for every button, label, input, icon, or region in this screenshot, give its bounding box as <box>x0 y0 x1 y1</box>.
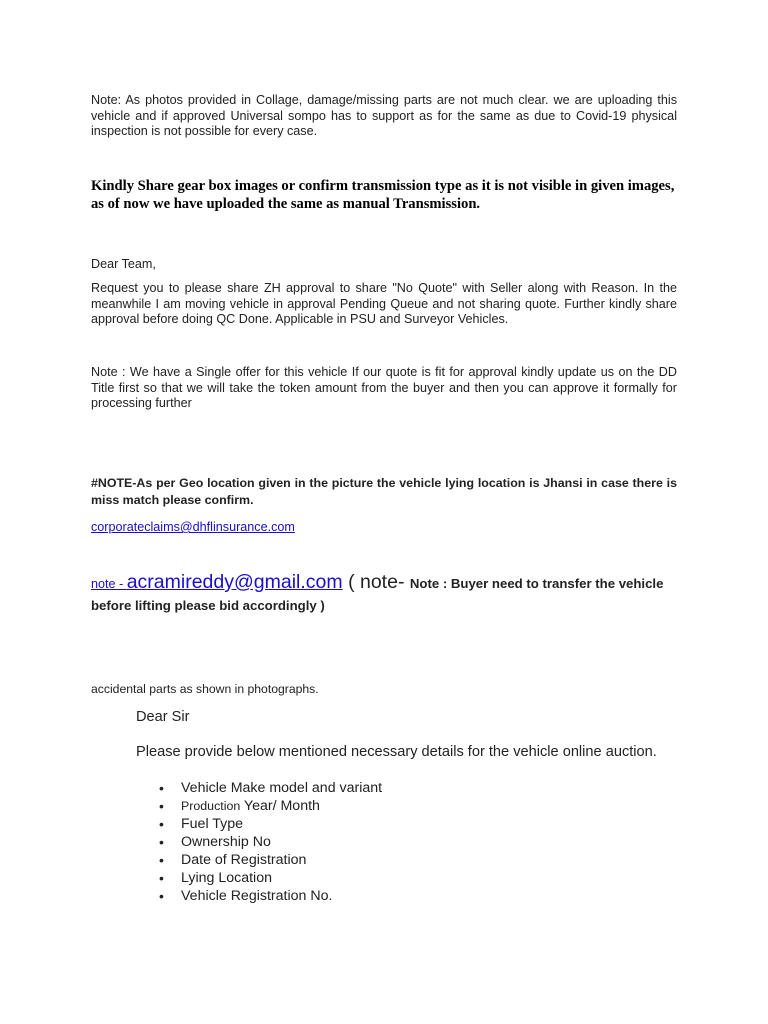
zh-approval-paragraph: Request you to please share ZH approval to share "No Quote" with Seller along with Reason. In the meanwhile I am moving vehicle in approval Pending Queue and not sharing quote. Further kindly share approval before doing QC Done. Applicable in PSU and Surveyor Vehicles. <box>91 281 677 326</box>
list-item <box>159 815 382 833</box>
gmail-link[interactable]: acramireddy@gmail.com <box>126 571 343 593</box>
corporate-email-line <box>91 519 677 535</box>
list-item-text: Ownership No <box>181 834 271 850</box>
corporate-email-link[interactable]: corporateclaims@dhflinsurance.com <box>91 520 295 534</box>
list-item-text: Vehicle Registration No. <box>181 888 333 904</box>
dear-team-greeting: Dear Team, <box>91 257 156 271</box>
gearbox-request-paragraph: Kindly Share gear box images or confirm transmission type as it is not visible in given images, as of now we have uploaded the same as manual Transmission. <box>91 178 675 212</box>
list-item <box>159 851 382 869</box>
production-label: Production <box>181 799 241 813</box>
list-item <box>159 797 382 815</box>
production-rest-text: Year/ Month <box>240 798 320 814</box>
bullet-icon: • <box>159 798 164 814</box>
list-item <box>159 887 382 905</box>
required-details-list <box>160 779 382 905</box>
paren-note-text: ( note- <box>342 571 410 593</box>
buyer-transfer-note: Note : Buyer need to transfer the vehicle before lifting please bid accordingly ) <box>91 576 664 613</box>
list-item <box>159 869 382 887</box>
list-item <box>159 779 383 797</box>
geo-location-note: #NOTE-As per Geo location given in the picture the vehicle lying location is Jhansi in case there is miss match please confirm. <box>91 476 677 507</box>
bullet-icon: • <box>159 780 164 796</box>
bullet-icon: • <box>159 834 164 850</box>
accidental-parts-line: accidental parts as shown in photographs. <box>91 682 319 696</box>
bullet-icon: • <box>159 888 164 904</box>
list-item-text: Fuel Type <box>181 816 244 832</box>
bullet-icon: • <box>159 816 164 832</box>
bullet-icon: • <box>159 870 164 886</box>
single-offer-paragraph: Note : We have a Single offer for this vehicle If our quote is fit for approval kindly update us on the DD Title first so that we will take the token amount from the buyer and then you can approve it formally for processing further <box>91 365 677 410</box>
gmail-note-line <box>91 572 691 616</box>
note-collage-paragraph: Note: As photos provided in Collage, damage/missing parts are not much clear. we are uploading this vehicle and if approved Universal sompo has to support as for the same as due to Covid-19 physical inspection is not possible for every case. <box>91 93 677 138</box>
bullet-icon: • <box>159 852 164 868</box>
note-prefix-link[interactable]: note - <box>91 577 127 591</box>
list-item-text: Vehicle Make model and variant <box>181 780 383 796</box>
list-item-text: Lying Location <box>181 870 272 886</box>
list-item <box>159 833 382 851</box>
list-item-text: Date of Registration <box>181 852 307 868</box>
please-provide-line: Please provide below mentioned necessary details for the vehicle online auction. <box>136 744 657 760</box>
dear-sir-greeting: Dear Sir <box>136 709 190 725</box>
